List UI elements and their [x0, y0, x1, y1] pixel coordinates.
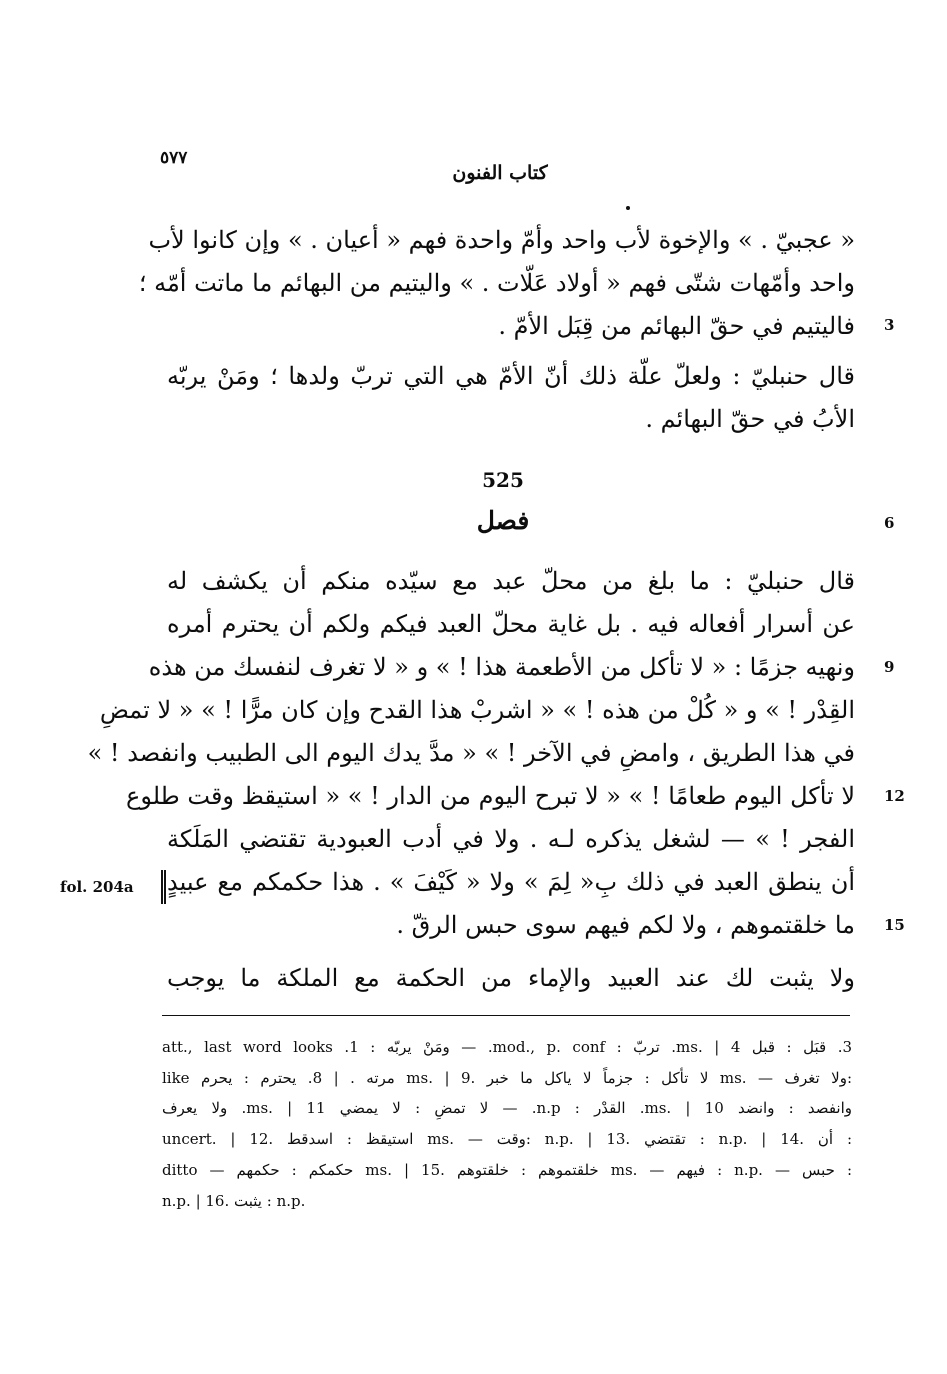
text-line: فاليتيم في حقّ البهائم من قِبَل الأمّ . — [498, 312, 855, 340]
text-line: قال حنبليّ : ولعلّ علّة ذلك أنّ الأمّ هي التي تربّ ولدها ؛ ومَنْ يربّه — [167, 362, 855, 390]
text-line: واحد وأمّهات شتّى فهم « أولاد عَلّات . » واليتيم من البهائم ما ماتت أمّه ؛ — [138, 269, 855, 297]
footnote-rule — [162, 1015, 850, 1016]
footnote-line: ditto — حكمكم : حكمهم ms. | 15. خلقتموهم : خلقتوهم ms. — فيهم : n.p. — حبس : — [162, 1161, 852, 1179]
footnote-line: uncert. | 12. استيقظ : اسدقط ms. — وقت: n.p. | 13. تقتضي : n.p. | 14. أن : — [162, 1130, 853, 1148]
line-number: 15 — [884, 916, 905, 934]
footnote-line: 3. قبَل : قبل ms. | 4. تربّ : mod., p. conf. — ومَنْ يربّه : 1. att., last word looks — [162, 1038, 853, 1056]
section-number: 525 — [482, 468, 524, 492]
folio-break-mark — [161, 870, 166, 904]
running-title: كتاب الفنون — [452, 162, 548, 184]
text-line: ونهيه جزمًا : « لا تأكل من الأطعمة هذا ! » و « لا تغرف لنفسك من هذه — [148, 653, 855, 681]
text-line: القِدْر ! » و « كُلْ من هذه ! » « اشربْ هذا القدح وإن كان مرًّا ! » « لا تمضِ — [99, 696, 855, 724]
footnote-line: وانفصد : وانضد ms. | 10. القدْر : n.p. — لا تمضِ : لا يمضي ms. | 11. ولا يعرف — [162, 1099, 852, 1117]
line-number: 12 — [884, 787, 905, 805]
text-line: عن أسرار أفعاله فيه . بل غاية محلّ العبد فيكم ولكم أن يحترم أمره — [167, 610, 855, 638]
text-line: الأبُ في حقّ البهائم . — [645, 405, 855, 433]
footnote-line: n.p. | 16. يثبت : n.p. — [162, 1192, 306, 1210]
text-line: قال حنبليّ : ما بلغ من محلّ عبد مع سيّده منكم أن يكشف له — [167, 567, 856, 595]
text-line: ولا يثبت لك عند العبيد والإماء من الحكمة مع الملكة ما يوجب — [167, 964, 855, 992]
text-line: أن ينطق العبد في ذلك بِ« لِمَ » ولا « كَيْفَ » . هذا حكمكم مع عبيدٍ — [167, 868, 855, 896]
text-line: لا تأكل اليوم طعامًا ! » « لا تبرح اليوم من الدار ! » « استيقظ وقت طلوع — [126, 782, 855, 810]
line-number: 6 — [884, 514, 895, 532]
text-line: في هذا الطريق ، وامضِ في الآخر ! » « مدَّ يدك اليوم الى الطبيب وانفصد ! » — [87, 739, 855, 767]
text-line: « عجبيّ . » والإخوة لأب واحد وأمّ واحدة فهم « أعيان . » وإن كانوا لأب — [148, 226, 855, 254]
text-line: الفجر ! » — لشغل يذكره لـه . ولا في أدب العبودية تقتضي المَلَكة — [167, 825, 855, 853]
section-heading: فصل — [476, 506, 530, 535]
footnote-line: like مرته . | 8. يحترم : يحرم ms. | 9. لا تأكل : جزماً لا ياكل ما خبر ms. — ولا تغرف: — [162, 1069, 853, 1087]
text-line: ما خلقتموهم ، ولا لكم فيهم سوى حبس الرقّ . — [396, 911, 855, 939]
ink-dot — [626, 206, 630, 210]
page-number: ٥٧٧ — [160, 148, 188, 168]
folio-marker: fol. 204a — [60, 878, 134, 896]
line-number: 3 — [884, 316, 895, 334]
line-number: 9 — [884, 658, 895, 676]
